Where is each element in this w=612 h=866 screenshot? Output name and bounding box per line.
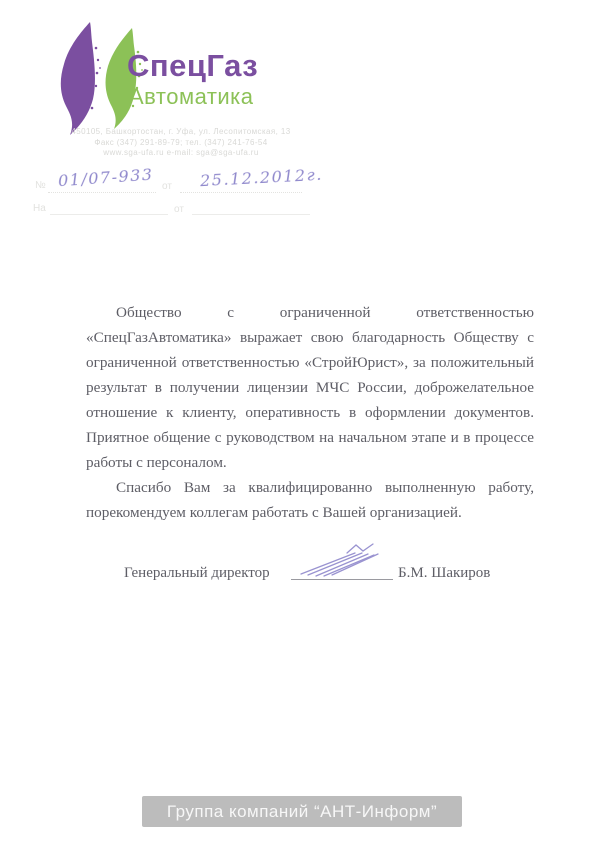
signature-scribble-icon [293,541,393,579]
reply-from-line [192,214,310,215]
ref-number-line [48,192,156,193]
ref-date-label: от [162,181,172,192]
flame-purple-icon [61,22,101,135]
ref-number-handwritten: 01/07-933 [57,164,155,191]
signature-name: Б.М. Шакиров [398,565,491,581]
ref-date-line [180,192,302,193]
reply-line [50,214,168,215]
address-line-1: 450105, Башкортостан, г. Уфа, ул. Лесопитомская, 13 [71,127,291,136]
ref-date-handwritten: 25.12.2012г. [199,164,324,191]
ref-number-label: № [35,180,46,191]
letter-body [86,300,534,525]
letterhead-address-block [40,127,322,159]
address-line-3: www.sga-ufa.ru e-mail: sga@sga-ufa.ru [103,148,259,157]
footer-company-group-banner: Группа компаний “АНТ-Информ” [142,796,462,827]
address-line-2: Факс (347) 291-89-79; тел. (347) 241-76-54 [94,137,268,147]
signature-title: Генеральный директор [124,565,270,581]
brand-name-line2: Автоматика [129,84,254,109]
reply-from-label: от [174,204,184,215]
body-paragraph-2: Спасибо Вам за квалифицированно выполненную работу, порекомендуем коллегам работать с Вашей организацией. [86,479,534,521]
brand-name-line1: СпецГаз [127,48,259,83]
signature-line [291,579,393,580]
reply-label: На [33,203,46,214]
body-paragraph-1: Общество с ограниченной ответственностью «СпецГазАвтоматика» выражает свою благодарность Обществу с ограниченной ответственностью «СтройЮрист», за положительный результат в получении лицензии МЧС России, доброжелательное отношение к клиенту, оперативность в оформлении документов. Приятное общение с руководством на начальном этапе и в процессе работы с персоналом. [86,304,534,471]
